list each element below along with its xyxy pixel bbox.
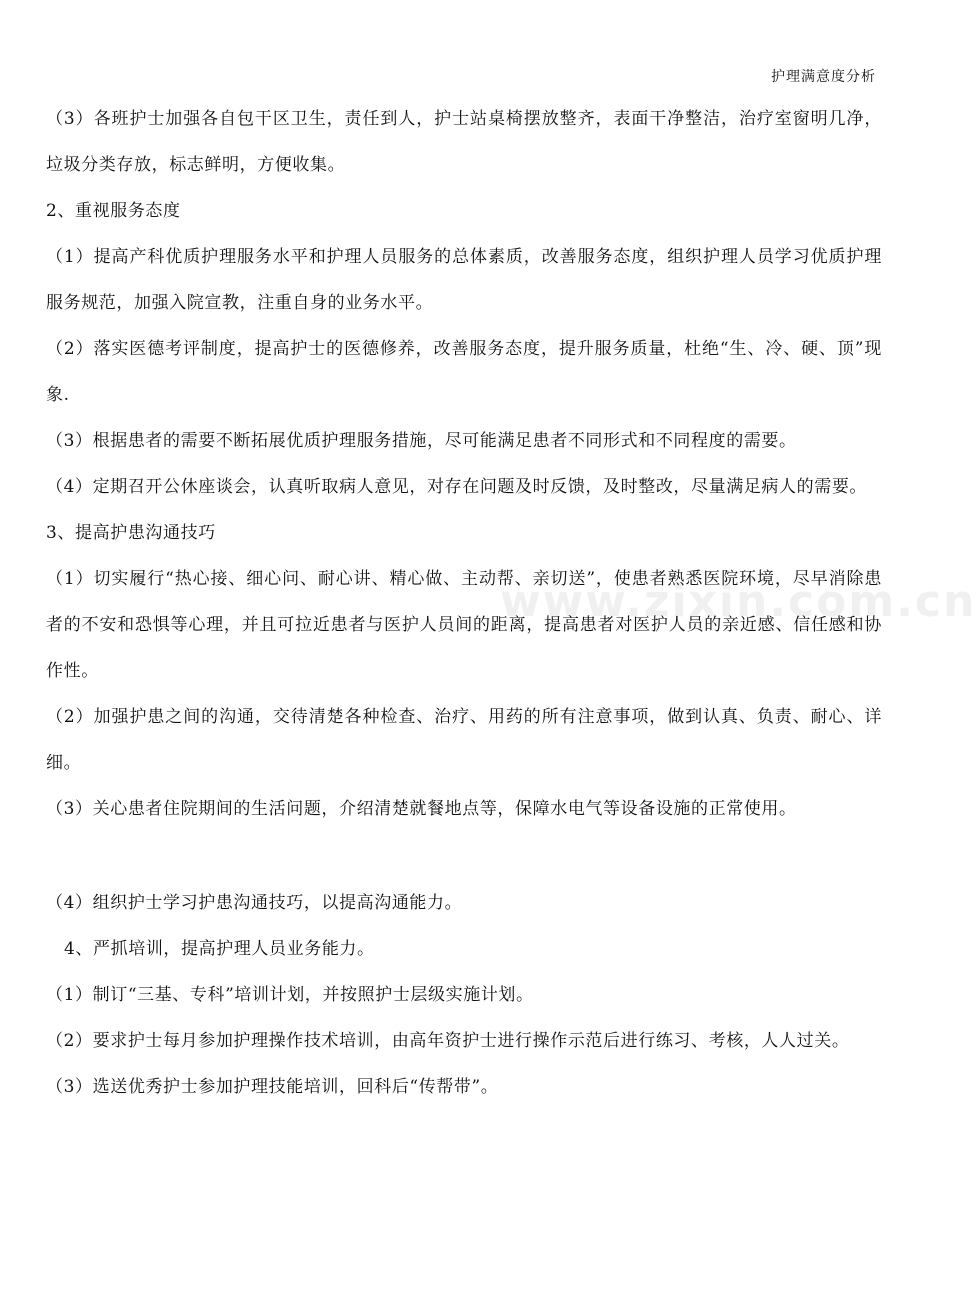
section-heading: 4、严抓培训，提高护理人员业务能力。 (64, 939, 375, 959)
section-heading: 3、提高护患沟通技巧 (46, 523, 216, 543)
paragraph: （1）提高产科优质护理服务水平和护理人员服务的总体素质，改善服务态度，组织护理人员学习优质护理服务规范，加强入院宣教，注重自身的业务水平。 (46, 247, 882, 313)
paragraph: （2）加强护患之间的沟通，交待清楚各种检查、治疗、用药的所有注意事项，做到认真、负责、耐心、详细。 (46, 707, 882, 773)
paragraph: （2）要求护士每月参加护理操作技术培训，由高年资护士进行操作示范后进行练习、考核，人人过关。 (46, 1031, 850, 1051)
document-body (46, 96, 882, 1110)
section-heading: 2、重视服务态度 (46, 201, 181, 221)
watermark: www.zixin.com.cn (500, 576, 976, 627)
blank-line (46, 832, 882, 880)
paragraph: （4）组织护士学习护患沟通技巧，以提高沟通能力。 (46, 893, 463, 913)
page-header-title: 护理满意度分析 (771, 69, 876, 85)
paragraph: （3）关心患者住院期间的生活问题，介绍清楚就餐地点等，保障水电气等设备设施的正常使用。 (46, 799, 797, 819)
paragraph: （1）切实履行“热心接、细心问、耐心讲、精心做、主动帮、亲切送”，使患者熟悉医院环境，尽早消除患者的不安和恐惧等心理，并且可拉近患者与医护人员间的距离，提高患者对医护人员的亲近感、信任感和协作性。 (46, 569, 882, 681)
paragraph: （3）各班护士加强各自包干区卫生，责任到人，护士站桌椅摆放整齐，表面干净整洁，治疗室窗明几净，垃圾分类存放，标志鲜明，方便收集。 (46, 109, 882, 175)
paragraph: （4）定期召开公休座谈会，认真听取病人意见，对存在问题及时反馈，及时整改，尽量满足病人的需要。 (46, 477, 868, 497)
paragraph: （3）选送优秀护士参加护理技能培训，回科后“传帮带”。 (46, 1077, 499, 1097)
paragraph: （3）根据患者的需要不断拓展优质护理服务措施，尽可能满足患者不同形式和不同程度的需要。 (46, 431, 797, 451)
paragraph: （1）制订“三基、专科”培训计划，并按照护士层级实施计划。 (46, 985, 534, 1005)
paragraph: （2）落实医德考评制度，提高护士的医德修养，改善服务态度，提升服务质量，杜绝“生、冷、硬、顶”现象. (46, 339, 882, 405)
